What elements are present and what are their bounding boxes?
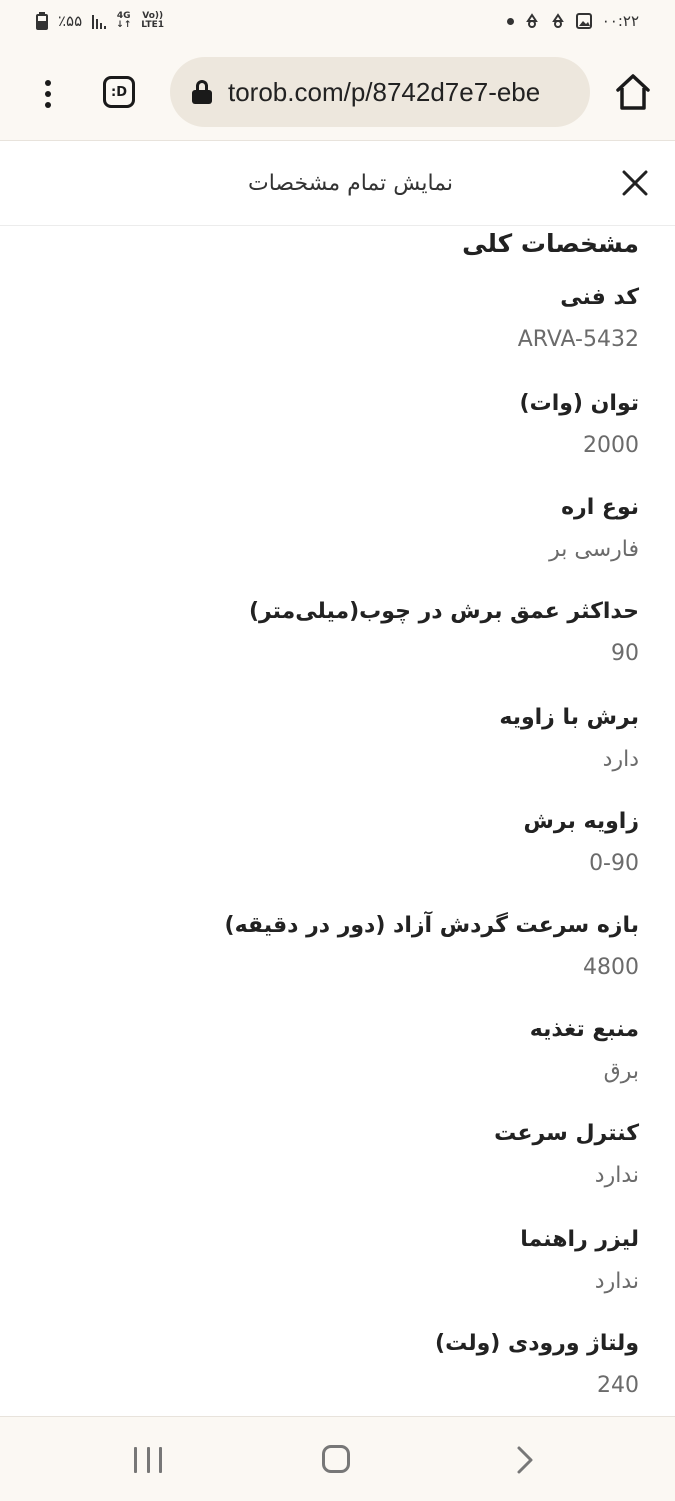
spec-value: 90 <box>611 641 639 666</box>
spec-item <box>39 283 639 355</box>
spec-label: توان (وات) <box>519 391 639 416</box>
spec-item <box>39 597 639 669</box>
spec-item <box>39 389 639 461</box>
spec-value: 4800 <box>583 955 639 980</box>
spec-value: ندارد <box>594 1269 639 1294</box>
spec-label: زاویه برش <box>523 809 639 834</box>
specs-content[interactable] <box>0 225 675 1415</box>
spec-value: 2000 <box>583 433 639 458</box>
spec-item <box>39 911 639 983</box>
spec-label: حداکثر عمق برش در چوب(میلی‌متر) <box>248 599 639 624</box>
url-bar[interactable] <box>170 57 590 127</box>
spec-value: ندارد <box>594 1163 639 1188</box>
sheet-title: نمایش تمام مشخصات <box>248 171 453 196</box>
spec-value: 0-90 <box>589 851 639 876</box>
browser-toolbar <box>0 50 675 141</box>
spec-value: دارد <box>602 747 639 772</box>
signal-bars-icon <box>92 13 106 29</box>
spec-item <box>39 703 639 775</box>
spec-label: کنترل سرعت <box>494 1121 639 1146</box>
spec-item <box>39 1015 639 1087</box>
recent-apps-icon[interactable] <box>134 1447 162 1473</box>
status-right <box>507 12 639 30</box>
url-text[interactable]: torob.com/p/8742d7e7-ebe <box>228 76 541 107</box>
clock-time: ۰۰:۲۲ <box>601 12 639 30</box>
sheet-header <box>0 141 675 226</box>
recycle-icon <box>524 13 540 29</box>
spec-value: فارسی بر <box>549 537 639 562</box>
volte-icon: Vo)) LTE1 <box>141 11 165 30</box>
system-nav-bar <box>0 1416 675 1501</box>
status-left <box>36 12 164 30</box>
close-icon[interactable] <box>620 168 650 198</box>
spec-label: لیزر راهنما <box>520 1227 639 1252</box>
spec-item <box>39 807 639 879</box>
spec-label: منبع تغذیه <box>529 1017 639 1042</box>
section-title: مشخصات کلی <box>462 229 639 258</box>
spec-value: 240 <box>597 1373 639 1398</box>
spec-item <box>39 1225 639 1297</box>
spec-item <box>39 1329 639 1401</box>
back-chevron-icon[interactable] <box>514 1445 536 1475</box>
spec-value: ARVA-5432 <box>517 327 639 352</box>
recycle-icon <box>550 13 566 29</box>
gallery-icon <box>576 13 592 29</box>
lock-icon[interactable] <box>192 80 212 104</box>
more-options-icon[interactable] <box>36 76 60 112</box>
notification-dot-icon <box>507 18 514 25</box>
home-button-icon[interactable] <box>322 1445 350 1473</box>
battery-text: ٪۵۵ <box>58 12 83 30</box>
spec-item <box>39 493 639 565</box>
battery-icon <box>36 12 48 30</box>
spec-value: برق <box>603 1059 639 1084</box>
spec-label: برش با زاویه <box>499 705 639 730</box>
spec-label: نوع اره <box>561 495 639 520</box>
spec-item <box>39 1119 639 1191</box>
home-icon[interactable] <box>614 72 652 112</box>
spec-label: ولتاژ ورودی (ولت) <box>435 1331 639 1356</box>
status-bar <box>0 0 675 50</box>
spec-label: کد فنی <box>560 285 639 310</box>
network-4g-icon: 4G ↓↑ <box>116 11 132 30</box>
tabs-button[interactable]: :D <box>103 76 135 108</box>
spec-label: بازه سرعت گردش آزاد (دور در دقیقه) <box>224 913 639 938</box>
